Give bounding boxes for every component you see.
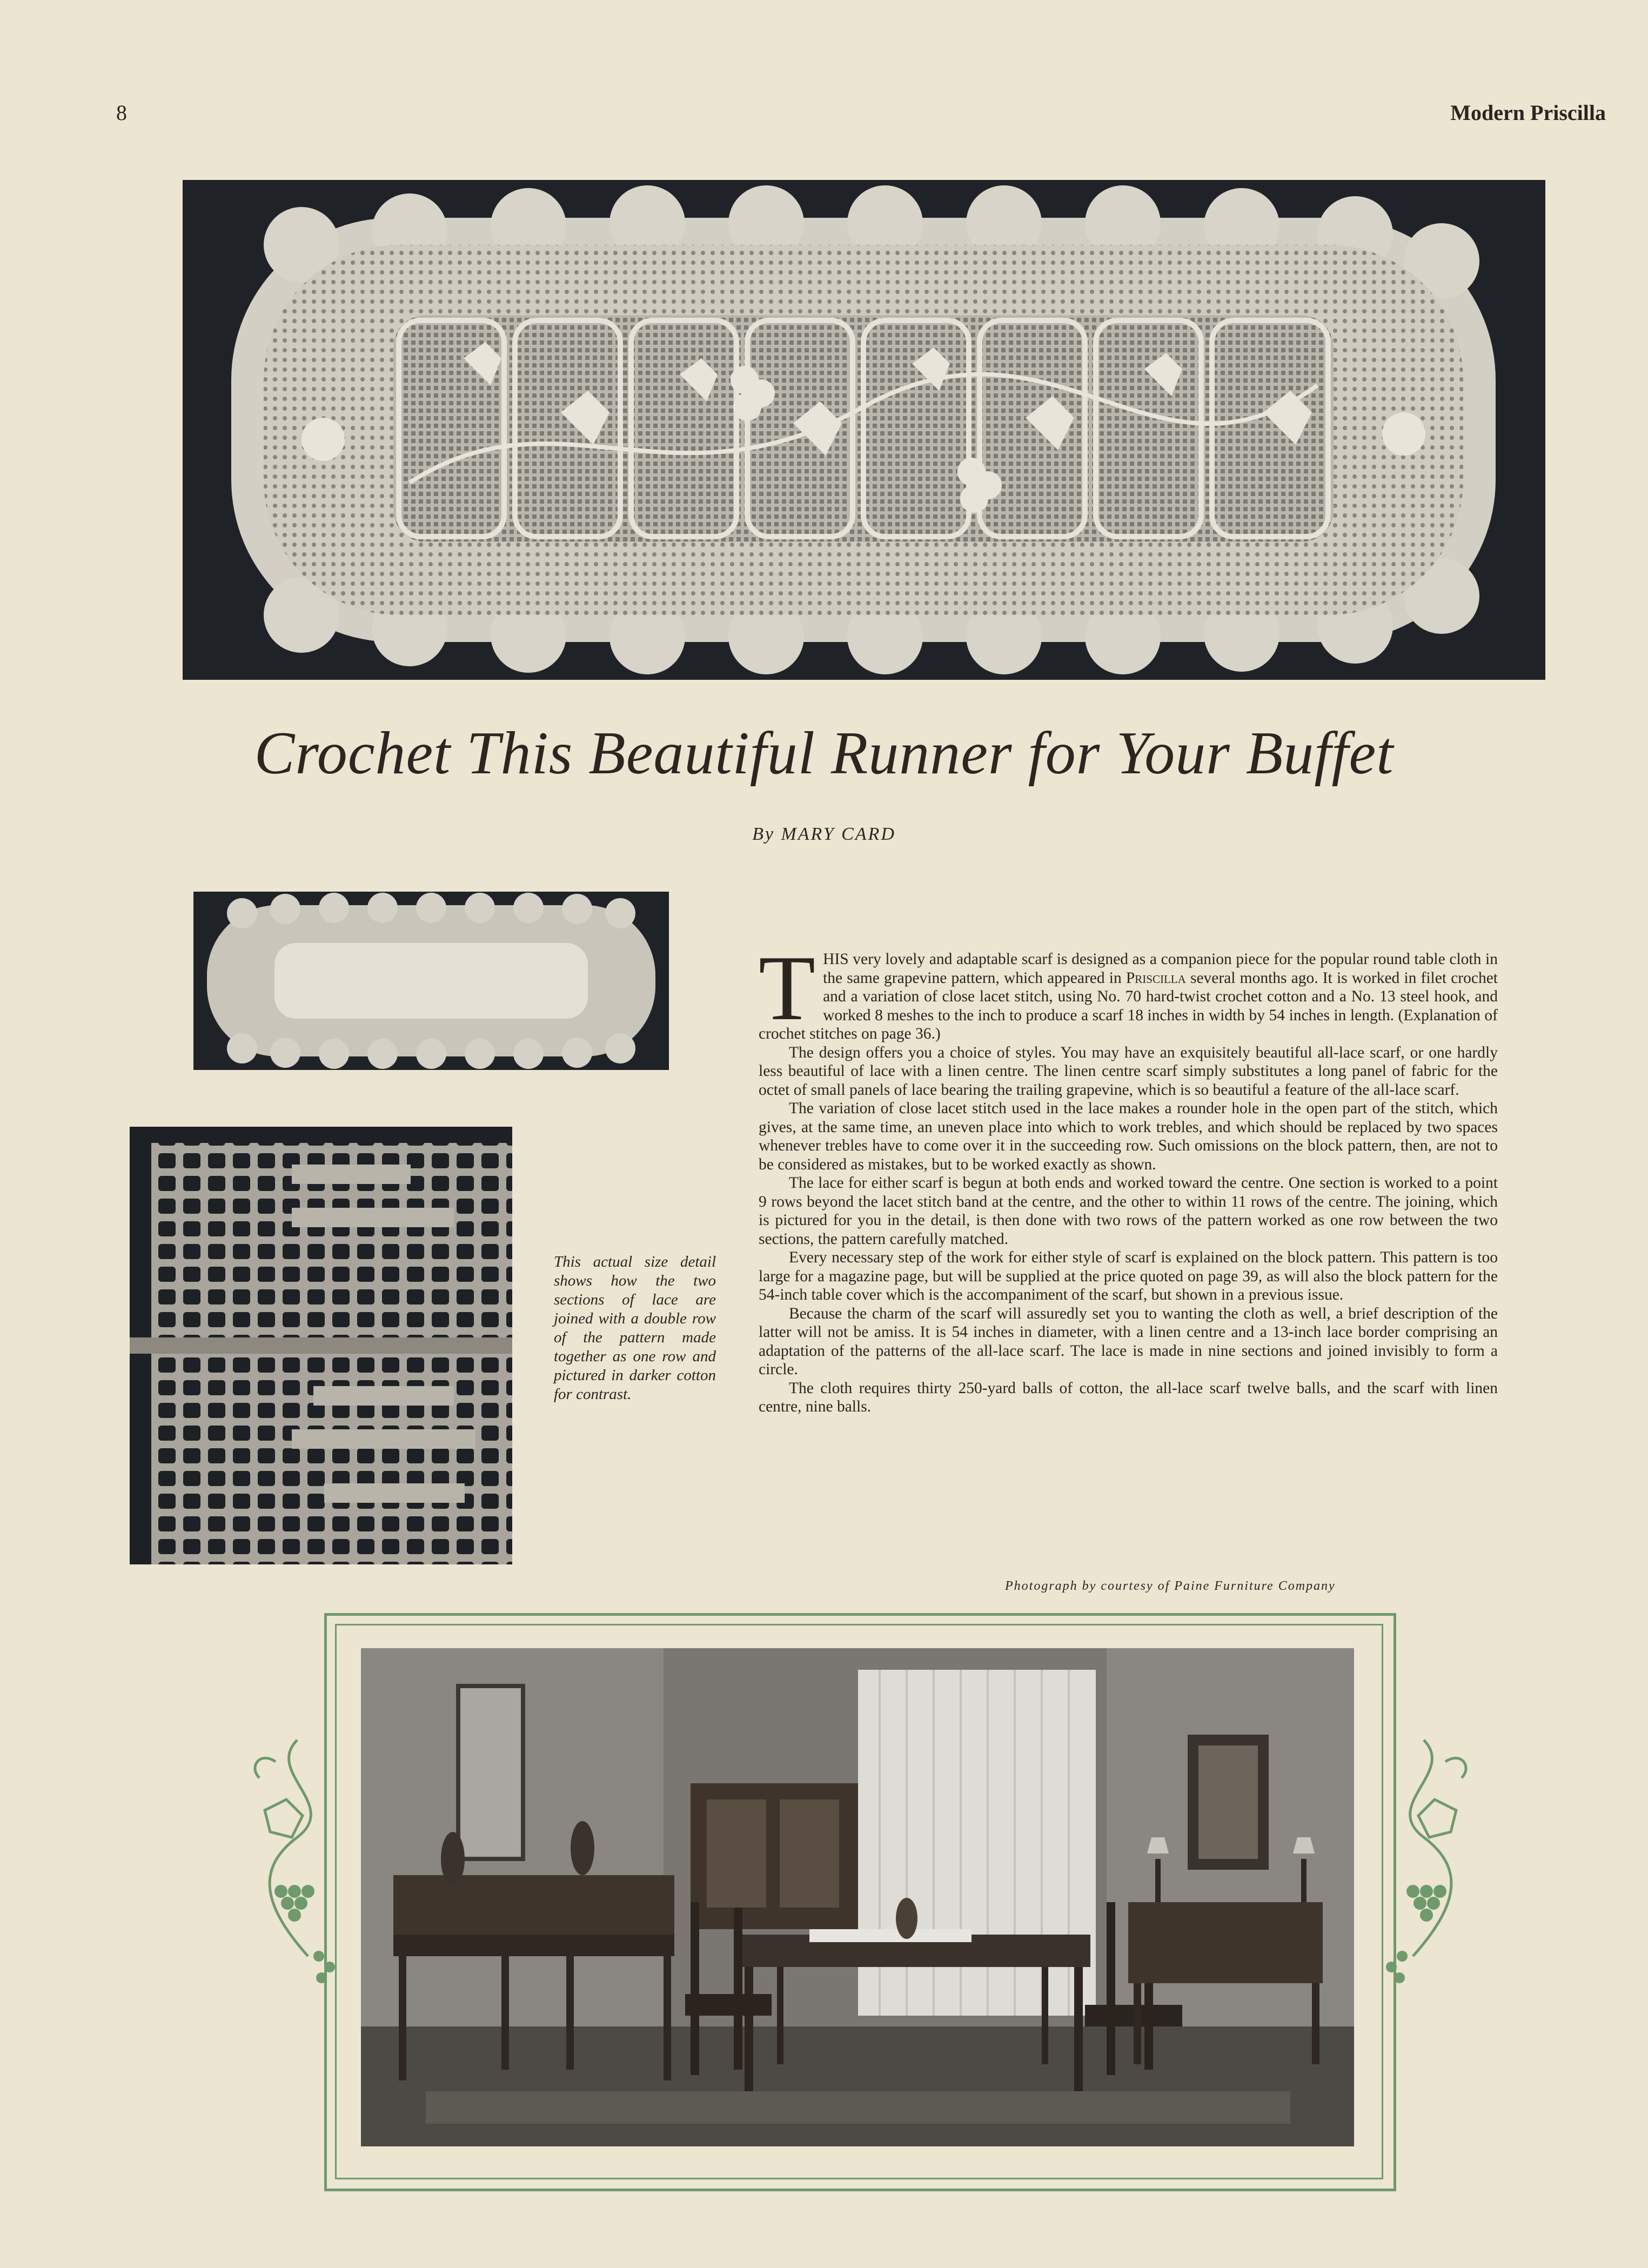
paragraph-5: Every necessary step of the work for either style of scarf is explained on the block pattern. This pattern is too large for a magazine page, but will be supplied at the price quoted on page 39, as will also the block pattern for the 54-inch table cover which is the accompaniment of the scarf, but shown in a previous issue. bbox=[759, 1249, 1498, 1303]
detail-caption: This actual size detail shows how the two sections of lace are joined with a double row of the pattern made together as one row and pictured in darker cotton for contrast. bbox=[554, 1253, 716, 1403]
linen-centre-runner-photo bbox=[193, 892, 669, 1070]
grapevine-ornament-right-icon bbox=[1364, 1729, 1489, 2010]
page-number: 8 bbox=[116, 101, 127, 125]
paragraph-1-rest: several months ago. It is worked in filet crochet and a variation of close lacet stitch, using No. 70 hard-twist crochet cotton and a No. 13 steel hook, and worked 8 meshes to the inch to produce a scarf 18 inches in width by 54 inches in length. (Explanation of crochet stitches on page 36.) bbox=[759, 969, 1498, 1042]
paragraph-1-lead: HIS very lovely and adaptable scarf is designed as a companion piece for the popular round table cloth in the same grapevine pattern, which appeared in bbox=[823, 951, 1498, 987]
article-body bbox=[759, 937, 1498, 1416]
paragraph-4: The lace for either scarf is begun at both ends and worked toward the centre. One section is worked to a point 9 rows beyond the lacet stitch band at the centre, and the other to within 11 rows of the centre. The joining, which is pictured for you in the detail, is then done with two rows of the pattern worked as one row between the two sections, the pattern carefully matched. bbox=[759, 1174, 1498, 1248]
priscilla-small-caps: Priscilla bbox=[1126, 969, 1186, 987]
lace-runner-photo bbox=[183, 180, 1545, 680]
article-title: Crochet This Beautiful Runner for Your Buffet bbox=[254, 720, 1394, 787]
paragraph-2: The design offers you a choice of styles. You may have an exquisitely beautiful all-lace scarf, or one hardly less beautiful of lace with a linen centre. The linen centre scarf simply substitutes a long panel of fabric for the octet of small panels of lace bearing the trailing grapevine, which is so beautiful a feature of the all-lace scarf. bbox=[759, 1043, 1498, 1099]
photo-credit: Photograph by courtesy of Paine Furniture Company bbox=[1005, 1579, 1336, 1593]
paragraph-6: Because the charm of the scarf will assuredly set you to wanting the cloth as well, a brief description of the latter will not be amiss. It is 54 inches in diameter, with a linen centre and a 13-inch lace border comprising an adaptation of the patterns of the all-lace scarf. The lace is made in nine sections and joined invisibly to form a circle. bbox=[759, 1304, 1498, 1378]
paragraph-1 bbox=[759, 937, 1498, 1043]
paragraph-7: The cloth requires thirty 250-yard balls of cotton, the all-lace scarf twelve balls, and the scarf with linen centre, nine balls. bbox=[759, 1379, 1498, 1415]
byline: By MARY CARD bbox=[752, 824, 896, 844]
grapevine-ornament-left-icon bbox=[232, 1729, 357, 2010]
drop-cap: T bbox=[759, 937, 816, 1040]
joining-detail-photo bbox=[130, 1127, 512, 1564]
paragraph-3: The variation of close lacet stitch used in the lace makes a rounder hole in the open part of the stitch, which gives, at the same time, an uneven place into which to work trebles, and which should be replaced by two spaces whenever trebles have to come over it in the succeeding row. Such omissions on the block pattern, then, are not to be considered as mistakes, but to be worked exactly as shown. bbox=[759, 1100, 1498, 1173]
magazine-name: Modern Priscilla bbox=[1450, 101, 1606, 125]
dining-room-photo bbox=[361, 1648, 1354, 2146]
